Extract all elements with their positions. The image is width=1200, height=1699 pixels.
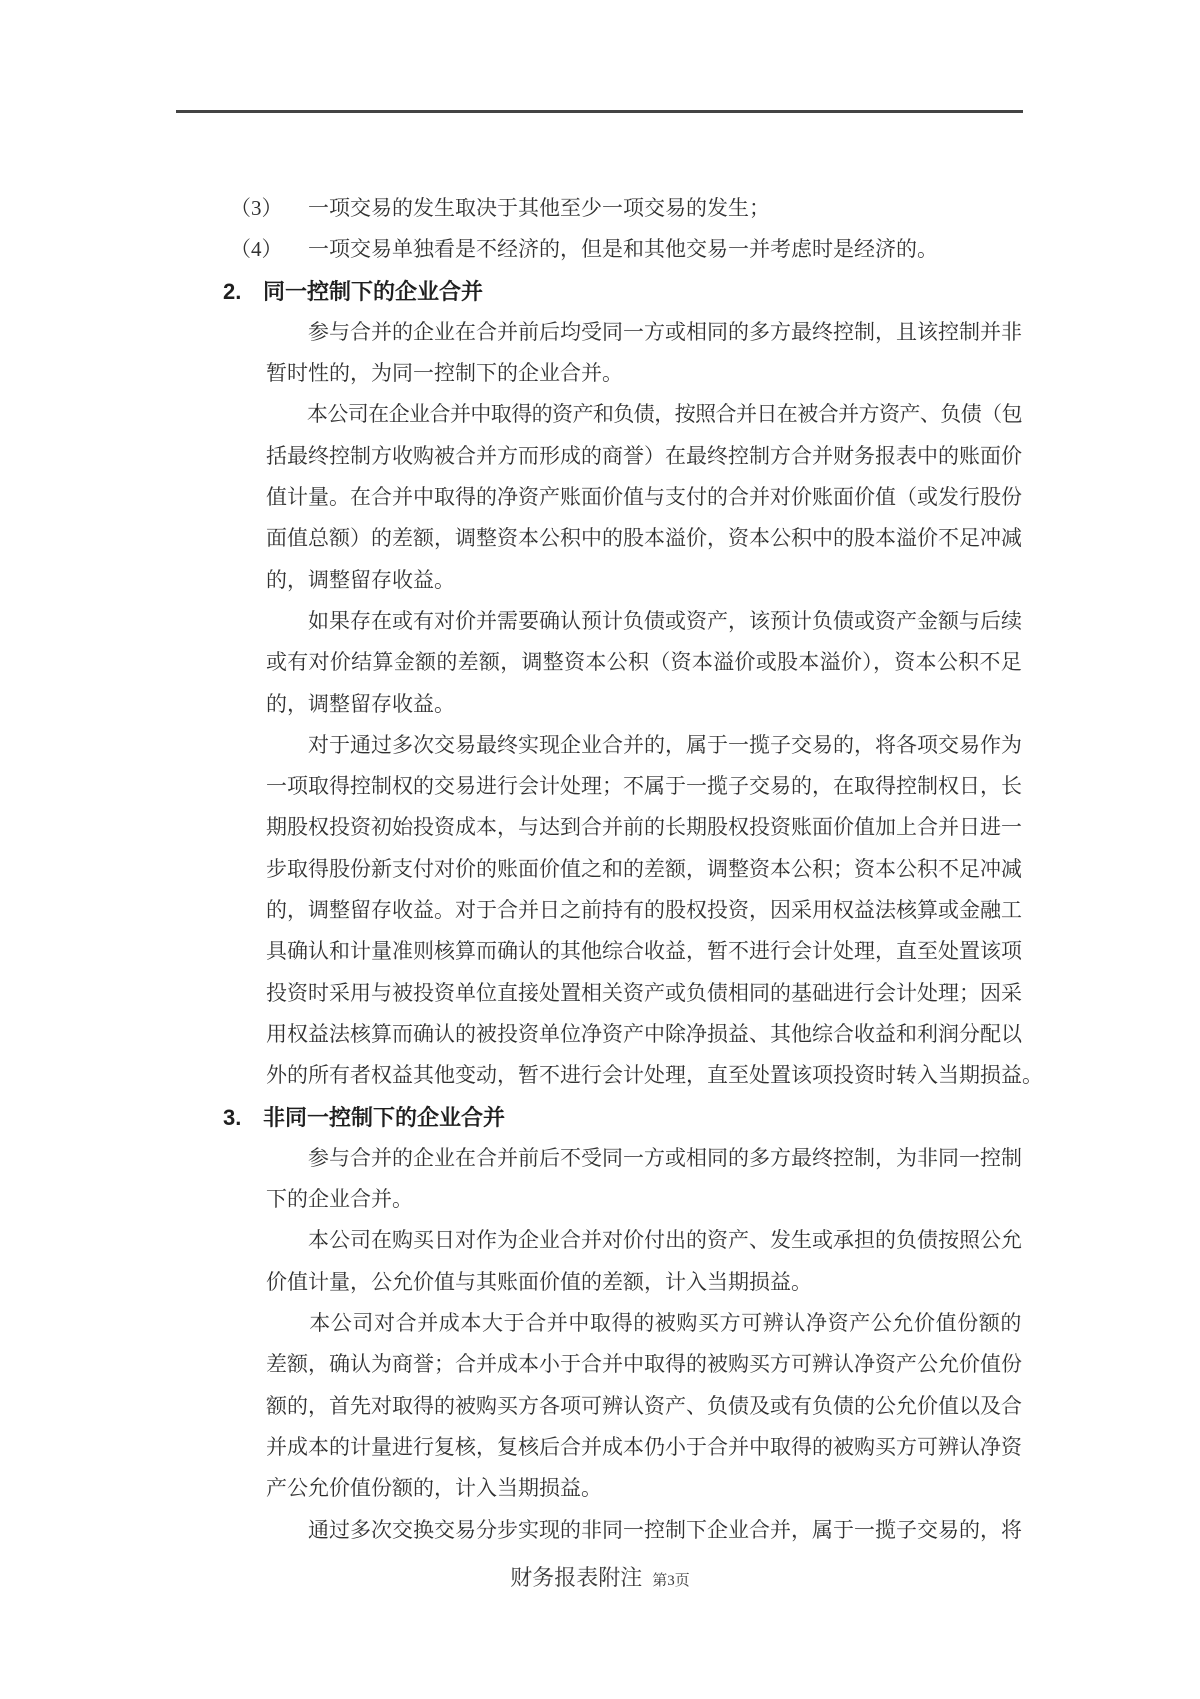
text-line: 差额，确认为商誉；合并成本小于合并中取得的被购买方可辨认净资产公允价值份 bbox=[266, 1352, 1022, 1377]
footer-title: 财务报表附注 bbox=[510, 1565, 643, 1590]
list-item-text: 一项交易单独看是不经济的，但是和其他交易一并考虑时是经济的。 bbox=[308, 237, 938, 262]
section-title: 非同一控制下的企业合并 bbox=[263, 1104, 506, 1130]
header-rule bbox=[176, 110, 1023, 113]
text-line: 或有对价结算金额的差额，调整资本公积（资本溢价或股本溢价），资本公积不足 bbox=[266, 650, 1022, 675]
list-item-marker: （3） bbox=[230, 196, 283, 220]
text-line: 额的，首先对取得的被购买方各项可辨认资产、负债及或有负债的公允价值以及合 bbox=[266, 1393, 1022, 1418]
text-line: 本公司在购买日对作为企业合并对价付出的资产、发生或承担的负债按照公允 bbox=[266, 1228, 1022, 1253]
page-footer bbox=[0, 1563, 1200, 1596]
list-item-marker: （4） bbox=[230, 237, 283, 262]
text-line: 下的企业合并。 bbox=[266, 1187, 413, 1212]
section-title: 同一控制下的企业合并 bbox=[263, 278, 484, 304]
footer-page-number: 第3页 bbox=[652, 1573, 690, 1589]
paragraph bbox=[266, 312, 1022, 395]
text-line: 步取得股份新支付对价的账面价值之和的差额，调整资本公积；资本公积不足冲减 bbox=[266, 856, 1022, 881]
paragraph bbox=[266, 1510, 1022, 1551]
paragraph bbox=[266, 1138, 1022, 1221]
text-line: 值计量。在合并中取得的净资产账面价值与支付的合并对价账面价值（或发行股份 bbox=[266, 485, 1022, 510]
list-item bbox=[223, 188, 1033, 229]
text-line: 本公司对合并成本大于合并中取得的被购买方可辨认净资产公允价值份额的 bbox=[266, 1311, 1022, 1336]
paragraph bbox=[266, 601, 1022, 725]
section-heading-non-same-control bbox=[223, 1097, 1033, 1138]
text-line: 面值总额）的差额，调整资本公积中的股本溢价，资本公积中的股本溢价不足冲减 bbox=[266, 526, 1022, 551]
text-line: 投资时采用与被投资单位直接处置相关资产或负债相同的基础进行会计处理；因采 bbox=[266, 980, 1022, 1005]
text-line: 具确认和计量准则核算而确认的其他综合收益，暂不进行会计处理，直至处置该项 bbox=[266, 939, 1022, 964]
text-line: 通过多次交换交易分步实现的非同一控制下企业合并，属于一揽子交易的，将 bbox=[266, 1517, 1022, 1542]
section-heading-same-control bbox=[223, 271, 1033, 312]
document-content bbox=[223, 188, 1043, 1551]
text-line: 价值计量，公允价值与其账面价值的差额，计入当期损益。 bbox=[266, 1269, 812, 1294]
text-line: 括最终控制方收购被合并方而形成的商誉）在最终控制方合并财务报表中的账面价 bbox=[266, 443, 1022, 468]
paragraph bbox=[266, 1303, 1022, 1509]
text-line: 外的所有者权益其他变动，暂不进行会计处理，直至处置该项投资时转入当期损益。 bbox=[266, 1063, 1043, 1088]
list-item-text: 一项交易的发生取决于其他至少一项交易的发生； bbox=[308, 196, 770, 220]
section-number: 3. bbox=[223, 1104, 242, 1130]
text-line: 期股权投资初始投资成本，与达到合并前的长期股权投资账面价值加上合并日进一 bbox=[266, 815, 1022, 840]
text-line: 的，调整留存收益。 bbox=[266, 567, 455, 592]
list-item bbox=[223, 229, 1033, 270]
text-line: 一项取得控制权的交易进行会计处理；不属于一揽子交易的，在取得控制权日，长 bbox=[266, 774, 1022, 799]
text-line: 产公允价值份额的，计入当期损益。 bbox=[266, 1476, 602, 1501]
section-paragraphs-non-same-control bbox=[223, 1138, 1033, 1551]
text-line: 如果存在或有对价并需要确认预计负债或资产，该预计负债或资产金额与后续 bbox=[266, 608, 1022, 633]
text-line: 对于通过多次交易最终实现企业合并的，属于一揽子交易的，将各项交易作为 bbox=[266, 732, 1022, 757]
text-line: 并成本的计量进行复核，复核后合并成本仍小于合并中取得的被购买方可辨认净资 bbox=[266, 1434, 1022, 1459]
text-line: 暂时性的，为同一控制下的企业合并。 bbox=[266, 361, 623, 386]
text-line: 用权益法核算而确认的被投资单位净资产中除净损益、其他综合收益和利润分配以 bbox=[266, 1021, 1022, 1046]
section-number: 2. bbox=[223, 278, 242, 304]
text-line: 的，调整留存收益。对于合并日之前持有的股权投资，因采用权益法核算或金融工 bbox=[266, 898, 1022, 923]
section-paragraphs-same-control bbox=[223, 312, 1043, 1097]
text-line: 本公司在企业合并中取得的资产和负债，按照合并日在被合并方资产、负债（包 bbox=[266, 402, 1022, 427]
text-line: 参与合并的企业在合并前后不受同一方或相同的多方最终控制，为非同一控制 bbox=[266, 1145, 1022, 1170]
paragraph bbox=[266, 725, 1043, 1097]
text-line: 参与合并的企业在合并前后均受同一方或相同的多方最终控制，且该控制并非 bbox=[266, 319, 1022, 344]
paragraph bbox=[266, 1220, 1022, 1303]
paragraph bbox=[266, 394, 1022, 600]
text-line: 的，调整留存收益。 bbox=[266, 691, 455, 716]
